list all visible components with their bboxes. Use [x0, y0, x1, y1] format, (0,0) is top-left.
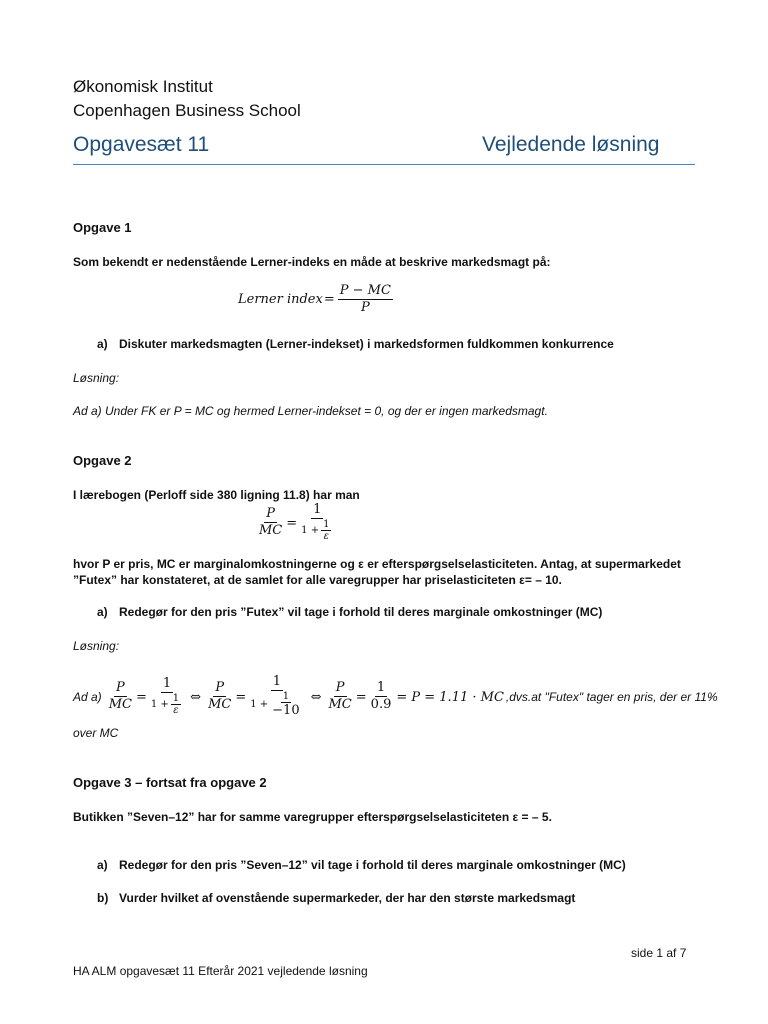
- eq-frac-5: [327, 681, 354, 713]
- footer-doc-title: HA ALM opgavesæt 11 Efterår 2021 vejledende løsning: [73, 964, 368, 978]
- opgave2-intro: I lærebogen (Perloff side 380 ligning 11.8) har man: [73, 488, 360, 502]
- header-rule: [73, 164, 695, 165]
- eq-frac-3-num: P: [215, 680, 225, 696]
- eq-frac-4: [248, 675, 305, 719]
- perloff-rhs-num: 1: [313, 502, 322, 517]
- eq-frac-2-den: [149, 693, 185, 718]
- perloff-rhs-den: [299, 519, 335, 544]
- perloff-rhs-den-prefix: 1 +: [301, 525, 320, 537]
- eq-sign-2: =: [235, 689, 247, 705]
- opgave1-heading: Opgave 1: [73, 220, 132, 235]
- item-label: a): [97, 605, 108, 619]
- opgave1-losning-label: Løsning:: [73, 371, 120, 385]
- lerner-numerator: P − MC: [339, 283, 391, 298]
- eq-tail: = P = 1.11 · MC: [396, 689, 504, 705]
- eq-frac-2-num: 1: [162, 675, 172, 691]
- perloff-lhs-fraction: [257, 507, 284, 539]
- eq-frac-6-num: 1: [376, 680, 386, 696]
- item-text: Diskuter markedsmagten (Lerner-indekset) i markedsformen fuldkommen konkurrence: [119, 337, 614, 351]
- eq-frac-2-inner-num: 1: [172, 692, 180, 704]
- lerner-fraction: [338, 284, 393, 316]
- eq-frac-2-inner-den: ε: [173, 705, 179, 717]
- eq-frac-6: [369, 681, 394, 713]
- answer-suffix: ,dvs.at "Futex" tager en pris, der er 11%: [505, 690, 718, 704]
- eq-frac-2: [149, 677, 185, 717]
- opgave1-answer: Ad a) Under FK er P = MC og hermed Lerner-indekset = 0, og der er ingen markedsmagt.: [73, 404, 548, 418]
- opgave2-para-line1: hvor P er pris, MC er marginalomkostningerne og ε er efterspørgselselasticiteten. Antag, at supermarkedet: [73, 557, 681, 571]
- eq-frac-2-inner: [171, 693, 181, 718]
- item-text: Redegør for den pris ”Seven–12” vil tage i forhold til deres marginale omkostninger (MC): [119, 858, 626, 872]
- opgave2-answer-line2: over MC: [73, 726, 119, 740]
- opgave2-answer-equation: [73, 668, 718, 726]
- opgave2-para-line2: ”Futex” har konstateret, at de samlet for alle varegrupper har priselasticiteten ε= – 10.: [73, 573, 562, 587]
- eq-sign-3: =: [355, 689, 367, 705]
- opgave2-heading: Opgave 2: [73, 453, 132, 468]
- eq-frac-4-inner-num: 1: [282, 690, 290, 702]
- perloff-inner-den: ε: [323, 531, 329, 543]
- item-text: Redegør for den pris ”Futex” vil tage i forhold til deres marginale omkostninger (MC): [119, 605, 603, 619]
- eq-frac-4-den: [248, 691, 305, 719]
- opgave1-intro: Som bekendt er nedenstående Lerner-indeks en måde at beskrive markedsmagt på:: [73, 255, 551, 269]
- opgave3-item-b: [97, 891, 575, 905]
- opgave1-item-a: [97, 337, 614, 351]
- item-text: Vurder hvilket af ovenstående supermarkeder, der har den største markedsmagt: [119, 891, 576, 905]
- item-label: b): [97, 891, 109, 905]
- perloff-lhs-den: MC: [259, 523, 283, 539]
- perloff-formula: [255, 503, 337, 543]
- eq-frac-3-den: MC: [208, 697, 232, 713]
- opgave3-item-a: [97, 858, 626, 872]
- answer-prefix: Ad a): [73, 690, 102, 704]
- perloff-inner-fraction: [321, 519, 331, 544]
- eq-frac-6-den: 0.9: [370, 697, 392, 713]
- perloff-eq: =: [286, 515, 298, 531]
- lerner-lhs: Lerner index: [238, 292, 323, 308]
- opgave2-item-a: [97, 605, 602, 619]
- eq-frac-3: [206, 681, 233, 713]
- eq-frac-1: [107, 681, 134, 713]
- institute-name: Økonomisk Institut: [73, 77, 213, 96]
- page-number: side 1 af 7: [631, 946, 687, 960]
- equiv-arrow-1: ⇔: [190, 689, 202, 705]
- opgave3-intro: Butikken ”Seven–12” har for samme varegrupper efterspørgselselasticiteten ε = – 5.: [73, 810, 552, 824]
- eq-sign-1: =: [135, 689, 147, 705]
- title-right: Vejledende løsning: [482, 133, 660, 156]
- lerner-formula: [238, 284, 395, 316]
- eq-frac-4-den-prefix: 1 +: [250, 698, 269, 710]
- lerner-eq: =: [323, 292, 335, 308]
- equiv-arrow-2: ⇔: [310, 689, 322, 705]
- school-name: Copenhagen Business School: [73, 101, 301, 120]
- eq-frac-4-inner-den: −10: [272, 703, 300, 719]
- perloff-inner-num: 1: [323, 518, 330, 530]
- eq-frac-4-inner: [270, 691, 301, 719]
- eq-frac-5-num: P: [335, 680, 345, 696]
- opgave3-heading: Opgave 3 – fortsat fra opgave 2: [73, 775, 267, 790]
- lerner-denominator: P: [360, 299, 370, 315]
- item-label: a): [97, 858, 108, 872]
- title-left: Opgavesæt 11: [73, 133, 210, 156]
- eq-frac-1-num: P: [115, 680, 125, 696]
- eq-frac-4-num: 1: [272, 673, 282, 689]
- eq-frac-5-den: MC: [328, 697, 352, 713]
- eq-frac-2-den-prefix: 1 +: [150, 698, 169, 710]
- perloff-rhs-fraction: [299, 503, 335, 543]
- eq-frac-1-den: MC: [108, 697, 132, 713]
- perloff-lhs-num: P: [266, 506, 275, 522]
- opgave2-losning-label: Løsning:: [73, 639, 120, 653]
- item-label: a): [97, 337, 108, 351]
- answer-math: [105, 675, 504, 719]
